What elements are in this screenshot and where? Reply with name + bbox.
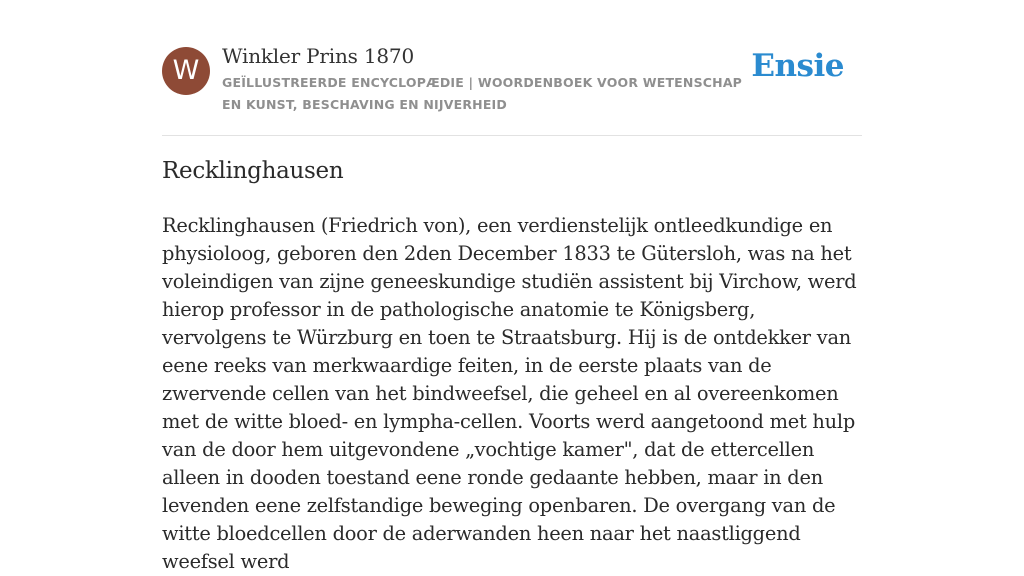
page (162, 0, 862, 573)
article-title: Recklinghausen (162, 158, 344, 184)
source-avatar[interactable]: W (162, 47, 210, 95)
article-body: Recklinghausen (Friedrich von), een verdienstelijk ontleedkundige en physioloog, geboren den 2den December 1833 te Gütersloh, was na het voleindigen van zijne geneeskundige studiën assistent bij Virchow, werd hierop professor in de pathologische anatomie te Königsberg, vervolgens te Würzburg en toen te Straatsburg. Hij is de ontdekker van eene reeks van merkwaardige feiten, in de eerste plaats van de zwervende cellen van het bindweefsel, die geheel en al overeenkomen met de witte bloed- en lympha-cellen. Voorts werd aangetoond met hulp van de door hem uitgevondene „vochtige kamer", dat de ettercellen alleen in dooden toestand eene ronde gedaante hebben, maar in den levenden eene zelfstandige beweging openbaren. De overgang van de witte bloedcellen door de aderwanden heen naar het naastliggend weefsel werd (162, 214, 857, 573)
source-header (162, 0, 862, 136)
source-title[interactable]: Winkler Prins 1870 (222, 44, 414, 68)
source-subtitle: GEÏLLUSTREERDE ENCYCLOPÆDIE | WOORDENBOEK VOOR WETENSCHAP EN KUNST, BESCHAVING EN NIJVERHEID (222, 75, 743, 112)
ensie-logo[interactable]: Ensie (751, 48, 844, 84)
